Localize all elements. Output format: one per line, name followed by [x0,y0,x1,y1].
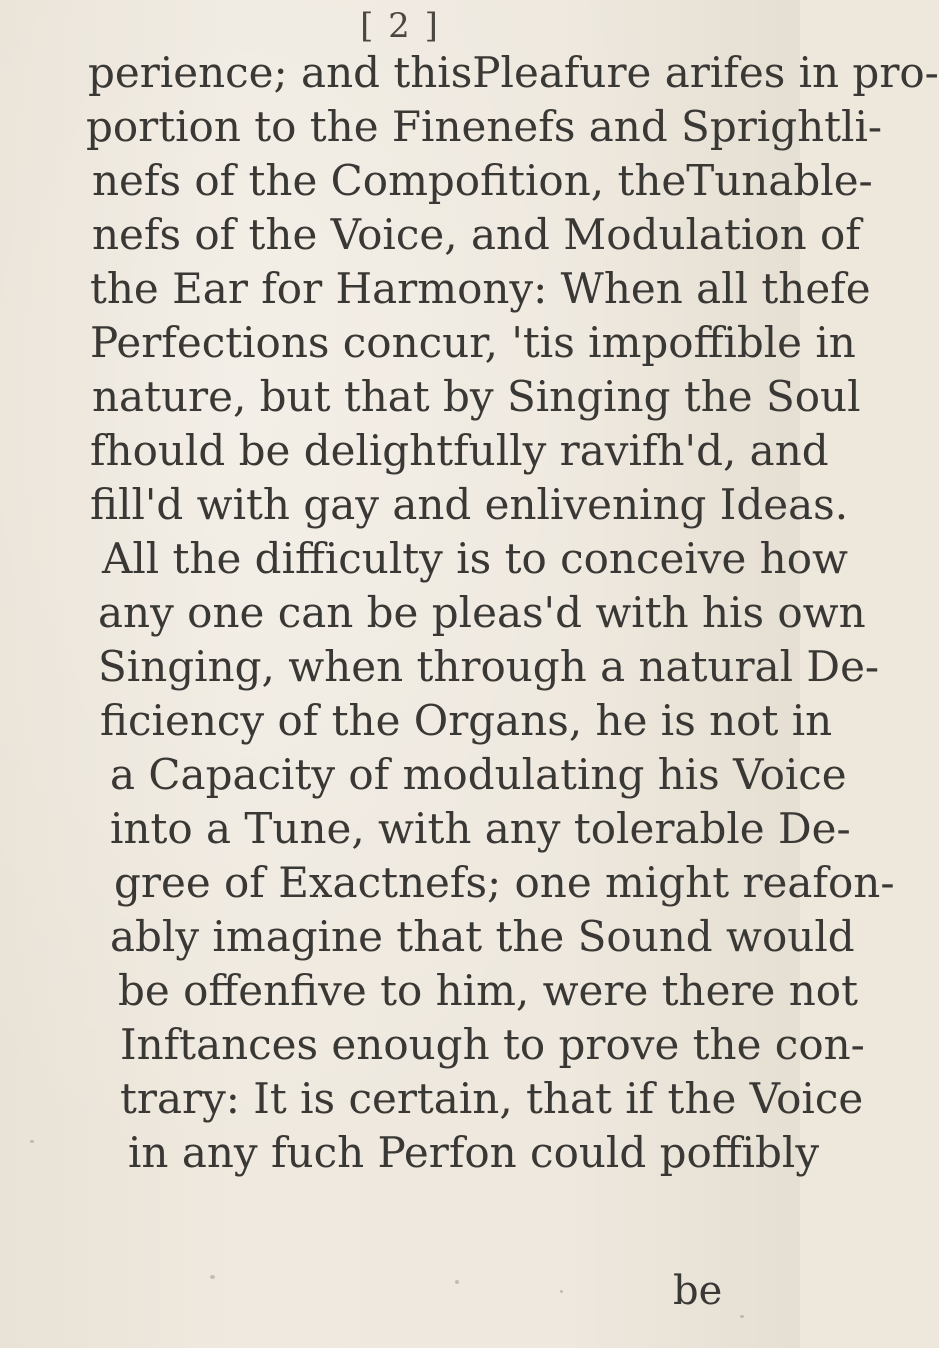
text-line: ficiency of the Organs, he is not in [100,696,833,745]
text-line: ably imagine that the Sound would [110,912,855,961]
text-line: the Ear for Harmony: When all thefe [90,264,871,313]
paper-speck [560,1290,563,1293]
paper-speck [740,1315,744,1318]
text-line: nefs of the Voice, and Modulation of [92,210,861,259]
text-line: Singing, when through a natural De- [98,642,880,691]
text-line: gree of Exactnefs; one might reafon- [114,858,895,907]
paper-speck [30,1140,34,1143]
text-line: Perfections concur, 'tis impoffible in [90,318,856,367]
text-line: trary: It is certain, that if the Voice [120,1074,864,1123]
text-line: nature, but that by Singing the Soul [92,372,861,421]
text-line: into a Tune, with any tolerable De- [110,804,851,853]
catchword: be [673,1268,723,1314]
text-line: fhould be delightfully ravifh'd, and [90,426,829,475]
text-line: fill'd with gay and enlivening Ideas. [90,480,849,529]
page-number: [ 2 ] [360,6,440,46]
text-line: in any fuch Perfon could poffibly [128,1128,820,1177]
paper-speck [210,1275,215,1279]
text-line: be offenfive to him, were there not [118,966,858,1015]
text-line: perience; and thisPleafure arifes in pro- [88,48,939,97]
text-line: nefs of the Compofition, theTunable- [92,156,873,205]
text-line: portion to the Finenefs and Sprightli- [86,102,883,151]
text-line: any one can be pleas'd with his own [98,588,866,637]
text-line: Inftances enough to prove the con- [120,1020,865,1069]
paper-speck [455,1280,459,1284]
text-line: a Capacity of modulating his Voice [110,750,847,799]
text-line: All the difficulty is to conceive how [102,534,848,583]
